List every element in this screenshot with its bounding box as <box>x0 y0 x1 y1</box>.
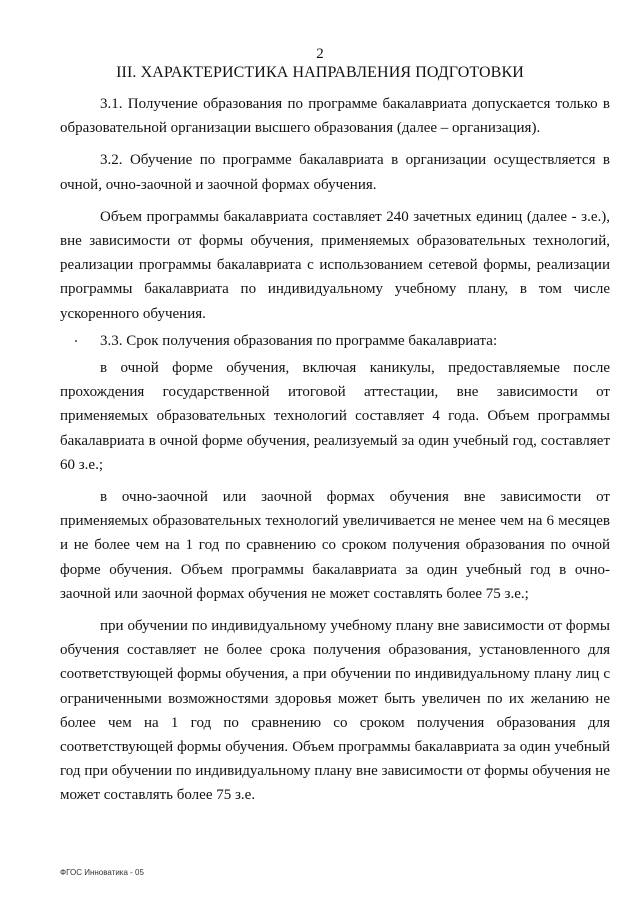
footer-label: ФГОС Инноватика - 05 <box>60 868 144 877</box>
paragraph-part-time: в очно-заочной или заочной формах обучения вне зависимости от применяемых образовательных технологий увеличивается не менее чем на 6 месяцев и не более чем на 1 год по сравнению со сроком получения образования по очной форме обучения. Объем программы бакалавриата за один учебный год в очно-заочной или заочной формах обучения не может составлять более 75 з.е.; <box>60 489 610 602</box>
section-heading: III. ХАРАКТЕРИСТИКА НАПРАВЛЕНИЯ ПОДГОТОВКИ <box>116 64 524 81</box>
paragraph-3-3: 3.3. Срок получения образования по программе бакалавриата: <box>100 332 498 349</box>
page-number: 2 <box>316 46 324 62</box>
paragraph-3-1: 3.1. Получение образования по программе бакалавриата допускается только в образовательной организации высшего образования (далее – организация). <box>60 96 610 137</box>
paragraph-volume: Объем программы бакалавриата составляет 240 зачетных единиц (далее - з.е.), вне зависимости от формы обучения, применяемых образовательных технологий, реализации программы бакалавриата с использованием сетевой формы, реализации программы бакалавриата по индивидуальному учебному плану, в том числе ускоренного обучения. <box>60 208 610 322</box>
paragraph-3-2: 3.2. Обучение по программе бакалавриата в организации осуществляется в очной, очно-заочной и заочной формах обучения. <box>60 152 610 193</box>
document-body <box>60 92 610 816</box>
paragraph-individual-plan: при обучении по индивидуальному учебному плану вне зависимости от формы обучения составляет не более срока получения образования, установленного для соответствующей формы обучения, а при обучении по индивидуальному плану лиц с ограниченными возможностями здоровья может быть увеличен по их желанию не более чем на 1 год по сравнению со сроком получения образования для соответствующей формы обучения. Объем программы бакалавриата за один учебный год при обучении по индивидуальному плану вне зависимости от формы обучения не может составлять более 75 з.е. <box>60 618 610 804</box>
paragraph-full-time: в очной форме обучения, включая каникулы, предоставляемые после прохождения государственной итоговой аттестации, вне зависимости от применяемых образовательных технологий составляет 4 года. Объем программы бакалавриата в очной форме обучения, реализуемый за один учебный год, составляет 60 з.е.; <box>60 360 610 473</box>
